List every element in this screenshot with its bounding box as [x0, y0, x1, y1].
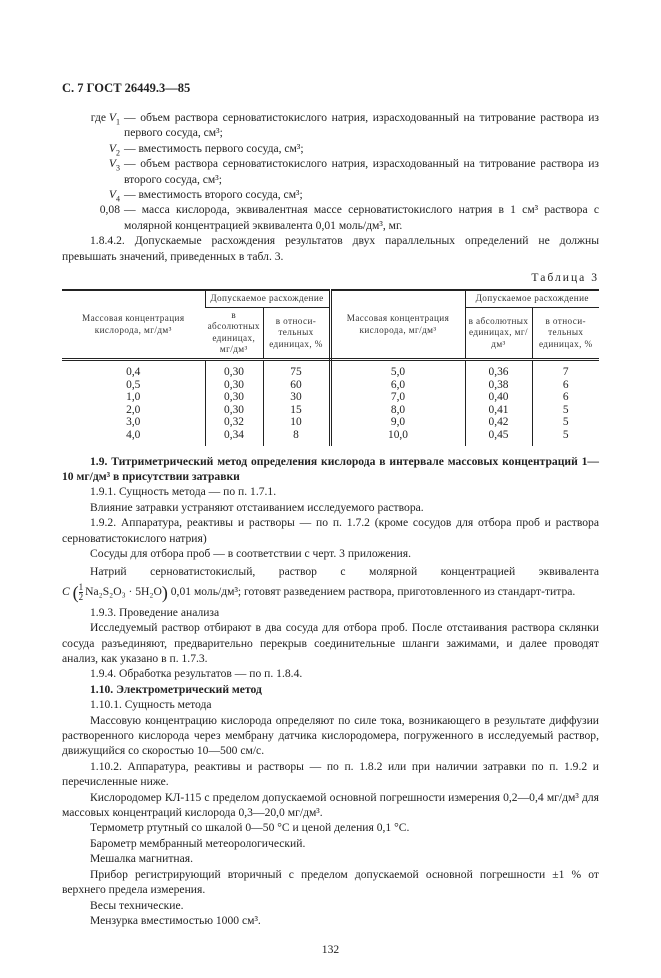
- symbol: V: [108, 157, 116, 171]
- paragraph-1-8-4-2: 1.8.4.2. Допускаемые расхождения результатов двух параллельных определений не должны превышать значений, приведенных в табл. 3.: [62, 234, 599, 263]
- cell-right-abs: 0,41: [465, 404, 532, 417]
- page-number: 132: [321, 943, 340, 957]
- cell-left-conc: 3,0: [126, 416, 141, 429]
- cell-right-conc: 8,0: [330, 404, 465, 417]
- cell-left-abs: 0,30: [205, 391, 263, 404]
- symbol-subscript: 4: [116, 194, 120, 204]
- definition-item: [62, 202, 599, 233]
- table-row: [62, 404, 599, 417]
- paragraph: Исследуемый раствор отбирают в два сосуда для отбора проб. После отстаивания раствора склянки сосуда разъединяют, предварительно перекрыв соединительные шланги зажимами, и далее проводят анализ, как указано в п. 1.7.3.: [62, 621, 599, 665]
- table-row: [62, 359, 599, 378]
- formula-after: 0,01 моль/дм³; готовят разведением раствора, приготовленного из стандарт-титра.: [167, 584, 576, 598]
- symbol: V: [108, 188, 116, 202]
- cell-right-rel: 6: [532, 391, 599, 404]
- page-header: С. 7 ГОСТ 26449.3—85: [62, 81, 191, 95]
- definition-text: — объем раствора серноватистокислого натрия, израсходованный на титрование раствора из второго сосуда, см³;: [124, 157, 599, 186]
- table-row: [62, 429, 599, 446]
- cell-left-conc: 1,0: [126, 391, 141, 404]
- col-header-group: Допускаемое расхождение: [465, 290, 599, 307]
- definition-item: [62, 141, 599, 156]
- cell-left-conc: 2,0: [126, 403, 141, 416]
- equipment-item: Мензурка вместимостью 1000 см³.: [90, 913, 261, 927]
- cell-right-rel: 5: [532, 416, 599, 429]
- cell-right-rel: 7: [532, 359, 599, 378]
- cell-right-rel: 5: [532, 404, 599, 417]
- symbol: V: [108, 111, 116, 124]
- definition-text: — масса кислорода, эквивалентная массе серноватистокислого натрия в 1 см³ раствора с молярной концентрацией эквивалента 0,01 моль/дм³, мг.: [124, 203, 599, 232]
- col-header-concentration: Массовая концентрация кислорода, мг/дм³: [62, 290, 205, 359]
- paren-close: ): [161, 582, 168, 603]
- paragraph: Массовую концентрацию кислорода определяют по силе тока, возникающего в результате диффузии растворенного кислорода через мембрану датчика кислородомера, погруженного в исследуемый раствор, движущийся со скоростью 10—500 см/с.: [62, 713, 599, 758]
- definition-text: — вместимость второго сосуда, см³;: [124, 188, 303, 202]
- definitions: [62, 110, 599, 233]
- table-3: [62, 289, 599, 445]
- definition-text: — объем раствора серноватистокислого натрия, израсходованный на титрование раствора из первого сосуда, см³;: [124, 111, 599, 140]
- symbol-subscript: 1: [116, 117, 120, 127]
- equipment-item: Прибор регистрирующий вторичный с пределом допускаемой основной погрешности ±1 % от верхнего предела измерения.: [62, 867, 599, 897]
- formula-paragraph: [62, 583, 599, 602]
- col-header-relative: в относи-тельных единицах, %: [532, 307, 599, 359]
- cell-right-abs: 0,36: [465, 359, 532, 378]
- section-1-10-title: 1.10. Электрометрический метод: [90, 682, 262, 696]
- paragraph: Влияние затравки устраняют отстаиванием исследуемого раствора.: [90, 500, 424, 514]
- paren-open: (: [72, 582, 79, 603]
- formula-c: C: [62, 584, 70, 598]
- equipment-item: Барометр мембранный метеорологический.: [90, 836, 306, 850]
- cell-right-conc: 6,0: [330, 379, 465, 392]
- symbol-subscript: 2: [116, 148, 120, 158]
- definition-prefix: где: [90, 111, 109, 124]
- cell-left-conc: 0,5: [126, 378, 141, 391]
- fraction-den: 2: [78, 591, 84, 602]
- table-row: [62, 391, 599, 404]
- equipment-item: Мешалка магнитная.: [90, 852, 193, 866]
- cell-right-abs: 0,42: [465, 416, 532, 429]
- cell-left-rel: 75: [263, 359, 330, 378]
- col-header-relative: в относи-тельных единицах, %: [263, 307, 330, 359]
- cell-left-rel: 60: [263, 379, 330, 392]
- definition-symbol: [62, 202, 120, 233]
- equipment-item: Кислородомер КЛ-115 с пределом допускаемой основной погрешности измерения 0,2—0,4 мг/дм³ для массовых концентраций кислорода 0,3—20,0 мг/дм³.: [62, 790, 599, 820]
- cell-right-conc: 10,0: [330, 429, 465, 446]
- paragraph: 1.10.1. Сущность метода: [90, 698, 212, 712]
- paragraph: Натрий серноватистокислый, раствор с молярной концентрацией эквивалента: [90, 565, 599, 579]
- definition-symbol: [62, 110, 120, 141]
- definition-item: [62, 187, 599, 202]
- formula-body: Na₂S₂O₃ · 5H₂O: [85, 584, 162, 598]
- cell-right-conc: 5,0: [330, 359, 465, 378]
- cell-right-rel: 5: [532, 429, 599, 446]
- cell-left-rel: 30: [263, 391, 330, 404]
- section-1-9-title: 1.9. Титриметрический метод определения кислорода в интервале массовых концентраций 1—10 мг/дм³ в присутствии затравки: [62, 454, 599, 483]
- col-header-absolute: в абсолютных единицах, мг/дм³: [205, 307, 263, 359]
- cell-right-conc: 7,0: [330, 391, 465, 404]
- section-1-9: [62, 454, 599, 929]
- definition-item: [62, 110, 599, 141]
- col-header-concentration: Массовая концентрация кислорода, мг/дм³: [330, 290, 465, 359]
- definition-text: — вместимость первого сосуда, см³;: [124, 141, 304, 155]
- definition-item: [62, 156, 599, 187]
- paragraph: 1.9.4. Обработка результатов — по п. 1.8.4.: [90, 667, 303, 681]
- definition-symbol: [62, 141, 120, 156]
- cell-left-rel: 15: [263, 404, 330, 417]
- cell-right-rel: 6: [532, 379, 599, 392]
- definition-symbol: [62, 187, 120, 202]
- fraction: [79, 583, 84, 602]
- cell-left-conc: 4,0: [126, 428, 141, 441]
- cell-left-abs: 0,32: [205, 416, 263, 429]
- definition-symbol: [62, 156, 120, 187]
- cell-left-abs: 0,30: [205, 404, 263, 417]
- page-body: [62, 110, 599, 978]
- fraction-num: 1: [78, 581, 84, 592]
- table-caption: Таблица 3: [531, 271, 599, 285]
- cell-right-abs: 0,38: [465, 379, 532, 392]
- table-row: [62, 416, 599, 429]
- col-header-absolute: в абсолютных единицах, мг/дм³: [465, 307, 532, 359]
- equipment-list: [62, 790, 599, 929]
- cell-left-rel: 8: [263, 429, 330, 446]
- paragraph: 1.9.1. Сущность метода — по п. 1.7.1.: [90, 485, 277, 499]
- paragraph: 1.9.3. Проведение анализа: [90, 605, 220, 619]
- equipment-item: Термометр ртутный со шкалой 0—50 °С и ценой деления 0,1 °С.: [90, 821, 410, 835]
- cell-left-abs: 0,30: [205, 359, 263, 378]
- cell-right-conc: 9,0: [330, 416, 465, 429]
- paragraph: Сосуды для отбора проб — в соответствии с черт. 3 приложения.: [90, 546, 411, 560]
- cell-right-abs: 0,45: [465, 429, 532, 446]
- symbol: V: [108, 141, 116, 155]
- cell-right-abs: 0,40: [465, 391, 532, 404]
- cell-left-abs: 0,34: [205, 429, 263, 446]
- symbol-subscript: 3: [116, 163, 120, 173]
- equipment-item: Весы технические.: [90, 898, 184, 912]
- col-header-group: Допускаемое расхождение: [205, 290, 330, 307]
- cell-left-rel: 10: [263, 416, 330, 429]
- symbol: 0,08: [99, 203, 120, 217]
- cell-left-abs: 0,30: [205, 379, 263, 392]
- cell-left-conc: 0,4: [126, 365, 141, 378]
- paragraph: 1.9.2. Аппаратура, реактивы и растворы — по п. 1.7.2 (кроме сосудов для отбора проб и раствора серноватистокислого натрия): [62, 516, 599, 545]
- table-row: [62, 379, 599, 392]
- paragraph: 1.10.2. Аппаратура, реактивы и растворы — по п. 1.8.2 или при наличии затравки по п. 1.9.2 и перечисленные ниже.: [62, 759, 599, 789]
